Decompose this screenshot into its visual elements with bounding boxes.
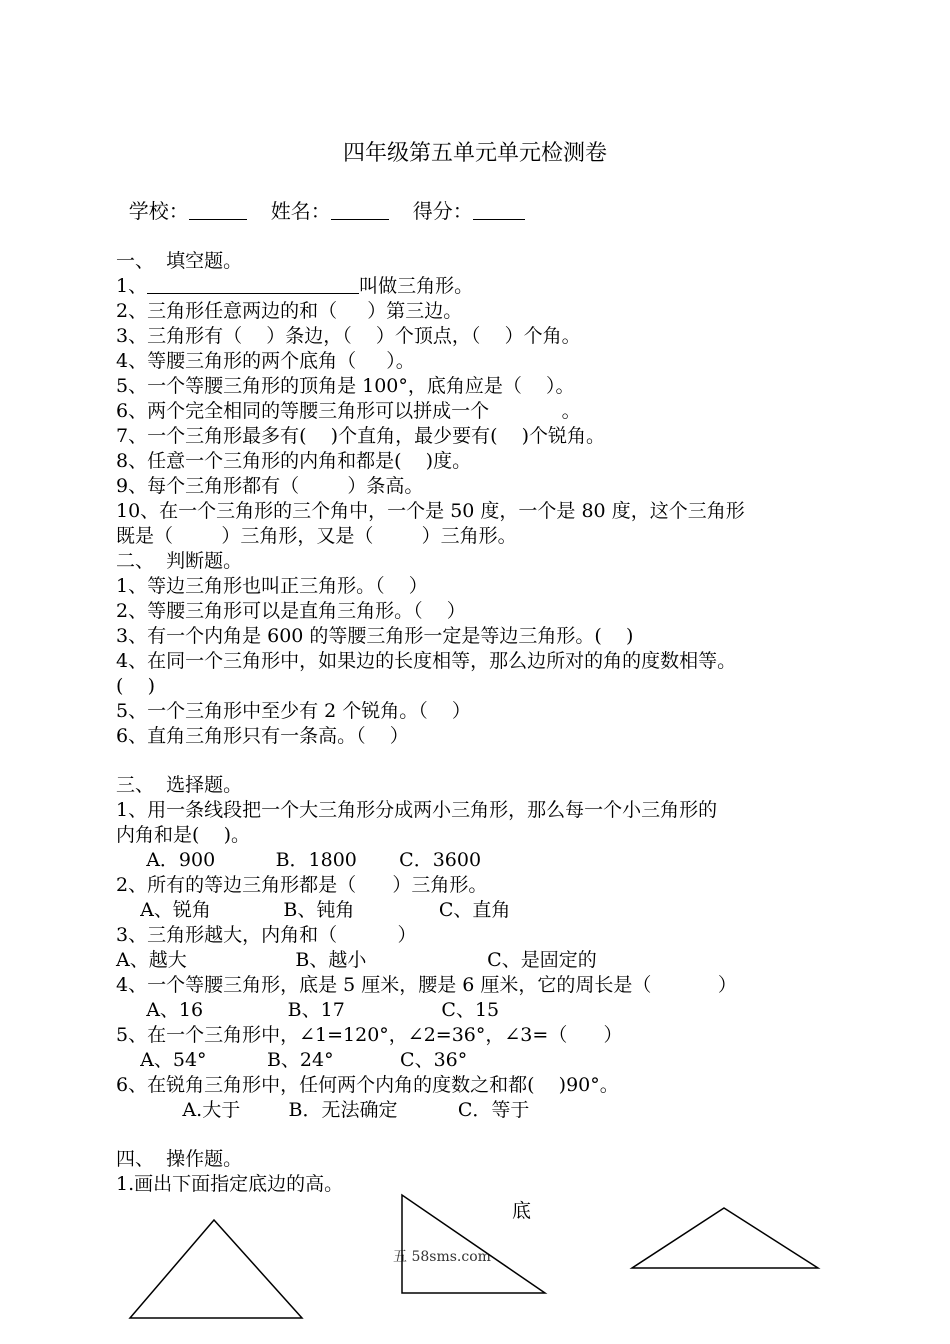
fill-q3: 3、三角形有（ ）条边，（ ）个顶点，（ ）个角。	[116, 325, 581, 347]
choice-q5-options: A、54° B、24° C、36°	[116, 1049, 468, 1071]
base-label: 底	[512, 1200, 532, 1222]
triangle-right	[632, 1208, 818, 1268]
fill-q2: 2、三角形任意两边的和（ ）第三边。	[116, 300, 463, 322]
fill-q5: 5、一个等腰三角形的顶角是 100°，底角应是（ ）。	[116, 375, 575, 397]
choice-q6-options: A.大于 B．无法确定 C．等于	[116, 1099, 530, 1121]
choice-q2-options: A、锐角 B、钝角 C、直角	[116, 899, 511, 921]
fill-q9: 9、每个三角形都有（ ）条高。	[116, 475, 424, 497]
score-label: 得分：	[412, 199, 473, 223]
school-label: 学校：	[128, 199, 189, 223]
fill-q1-text: 叫做三角形。	[359, 275, 474, 297]
name-label: 姓名：	[270, 199, 331, 223]
fill-q8: 8、任意一个三角形的内角和都是( )度。	[116, 450, 472, 472]
judge-q6: 6、直角三角形只有一条高。（ ）	[116, 725, 409, 747]
section-fill-heading: 一、 填空题。	[116, 250, 243, 272]
judge-q5: 5、一个三角形中至少有 2 个锐角。（ ）	[116, 700, 471, 722]
fill-q7: 7、一个三角形最多有( )个直角，最少要有( )个锐角。	[116, 425, 606, 447]
judge-q4-line2: ( )	[116, 675, 155, 697]
fill-q6: 6、两个完全相同的等腰三角形可以拼成一个 。	[116, 400, 581, 422]
judge-q2: 2、等腰三角形可以是直角三角形。（ ）	[116, 600, 466, 622]
fill-q4: 4、等腰三角形的两个底角（ ）。	[116, 350, 415, 372]
page-title: 四年级第五单元单元检测卷	[342, 141, 607, 166]
judge-q1: 1、等边三角形也叫正三角形。（ ）	[116, 575, 428, 597]
fill-q1-num: 1、	[116, 275, 148, 297]
choice-q3-options: A、越大 B、越小 C、是固定的	[116, 949, 597, 971]
section-choice-heading: 三、 选择题。	[116, 774, 243, 796]
judge-q4-line1: 4、在同一个三角形中，如果边的长度相等，那么边所对的角的度数相等。	[116, 650, 737, 672]
choice-q1-options: A．900 B．1800 C．3600	[116, 849, 482, 871]
choice-q1-line1: 1、用一条线段把一个大三角形分成两小三角形，那么每一个小三角形的	[116, 799, 718, 821]
choice-q1-line2: 内角和是( )。	[116, 824, 250, 846]
triangle-left	[130, 1220, 302, 1318]
choice-q5: 5、在一个三角形中，∠1=120°，∠2=36°，∠3=（ ）	[116, 1024, 623, 1046]
fill-q10-line1: 10、在一个三角形的三个角中，一个是 50 度，一个是 80 度，这个三角形	[116, 500, 745, 522]
triangle-right-angled	[402, 1195, 545, 1293]
fill-q10-line2: 既是（ ）三角形，又是（ ）三角形。	[116, 525, 517, 547]
operation-q1: 1.画出下面指定底边的高。	[116, 1173, 344, 1195]
choice-q4: 4、一个等腰三角形，底是 5 厘米，腰是 6 厘米，它的周长是（ ）	[116, 974, 737, 996]
judge-q3: 3、有一个内角是 600 的等腰三角形一定是等边三角形。( )	[116, 625, 634, 647]
choice-q3: 3、三角形越大，内角和（ ）	[116, 924, 417, 946]
choice-q6: 6、在锐角三角形中，任何两个内角的度数之和都( )90°。	[116, 1074, 619, 1096]
choice-q4-options: A、16 B、17 C、15	[116, 999, 500, 1021]
section-judge-heading: 二、 判断题。	[116, 550, 243, 572]
section-operation-heading: 四、 操作题。	[116, 1148, 243, 1170]
choice-q2: 2、所有的等边三角形都是（ ）三角形。	[116, 874, 488, 896]
watermark: 五 58sms.com	[393, 1249, 491, 1265]
